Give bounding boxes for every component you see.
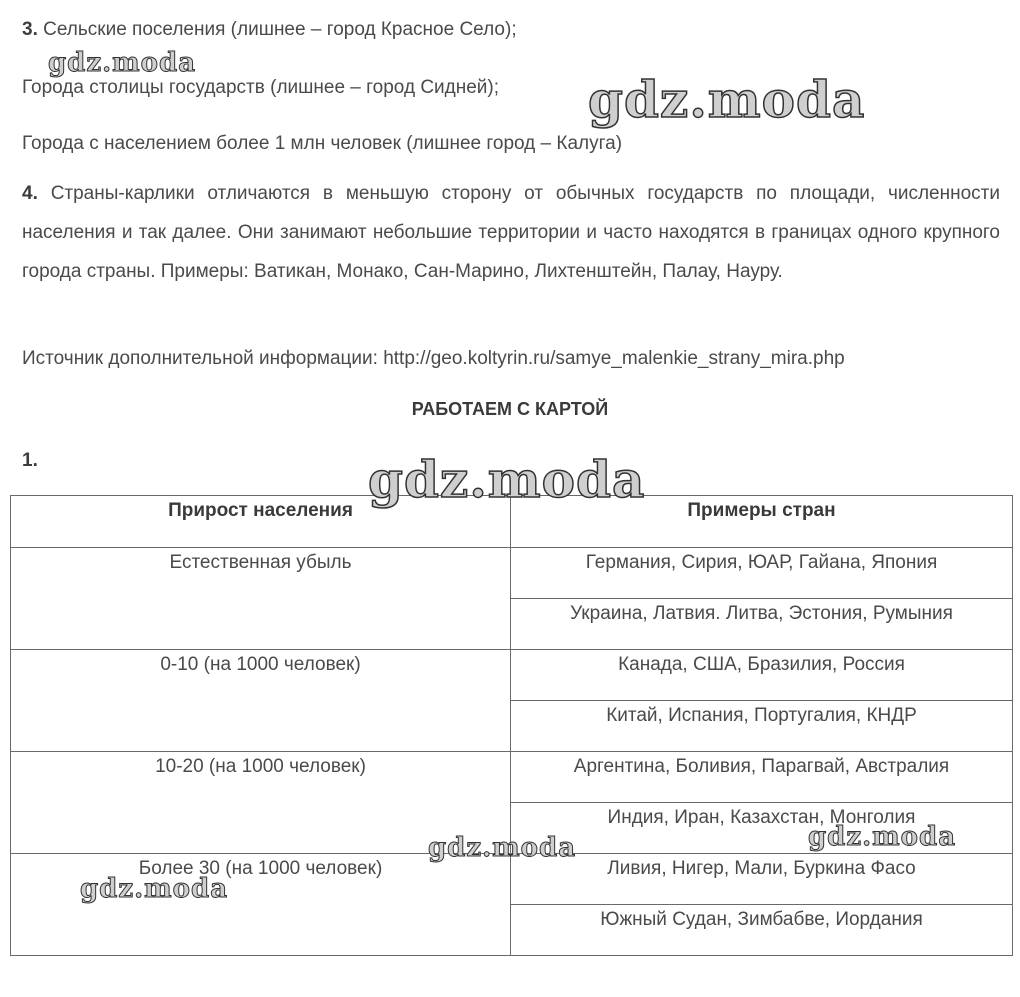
header-examples: Примеры стран bbox=[511, 496, 1013, 548]
table-row bbox=[11, 650, 1013, 701]
watermark-logo: gdz.moda bbox=[428, 833, 577, 863]
table-row bbox=[11, 752, 1013, 803]
item-4-text: Страны-карлики отличаются в меньшую сторону от обычных государств по площади, численности населения и так далее. Они занимают небольшие территории и часто находятся в границах одного крупного города страны. Примеры: Ватикан, Монако, Сан-Марино, Лихтенштейн, Палау, Науру. bbox=[22, 183, 1000, 282]
watermark-logo: gdz.moda bbox=[80, 874, 229, 904]
country-examples: Канада, США, Бразилия, Россия bbox=[511, 650, 1013, 701]
growth-category: Естественная убыль bbox=[11, 548, 511, 650]
source-line: Источник дополнительной информации: http://geo.koltyrin.ru/samye_malenkie_strany_mira.php bbox=[22, 348, 845, 369]
item-3-line-1 bbox=[22, 18, 517, 42]
item-3-text-1: Сельские поселения (лишнее – город Красное Село); bbox=[43, 19, 517, 40]
country-examples: Германия, Сирия, ЮАР, Гайана, Япония bbox=[511, 548, 1013, 599]
country-examples: Южный Судан, Зимбабве, Иордания bbox=[511, 905, 1013, 956]
growth-category: 10-20 (на 1000 человек) bbox=[11, 752, 511, 854]
header-growth: Прирост населения bbox=[11, 496, 511, 548]
country-examples: Китай, Испания, Португалия, КНДР bbox=[511, 701, 1013, 752]
task-number: 1. bbox=[22, 450, 38, 471]
watermark-logo: gdz.moda bbox=[588, 70, 866, 129]
item-4-number: 4. bbox=[22, 183, 38, 204]
table-row bbox=[11, 854, 1013, 905]
section-title: РАБОТАЕМ С КАРТОЙ bbox=[411, 399, 609, 419]
item-3-number: 3. bbox=[22, 19, 38, 40]
table-row bbox=[11, 548, 1013, 599]
population-growth-table bbox=[10, 495, 1013, 956]
table-header-row bbox=[11, 496, 1013, 548]
country-examples: Украина, Латвия. Литва, Эстония, Румыния bbox=[511, 599, 1013, 650]
watermark-logo: gdz.moda bbox=[368, 450, 646, 509]
country-examples: Ливия, Нигер, Мали, Буркина Фасо bbox=[511, 854, 1013, 905]
growth-category: Более 30 (на 1000 человек) bbox=[11, 854, 511, 956]
watermark-logo: gdz.moda bbox=[808, 822, 957, 852]
country-examples: Индия, Иран, Казахстан, Монголия bbox=[511, 803, 1013, 854]
growth-category: 0-10 (на 1000 человек) bbox=[11, 650, 511, 752]
item-3-line-2: Города столицы государств (лишнее – город Сидней); bbox=[22, 77, 500, 98]
watermark-logo: gdz.moda bbox=[48, 48, 197, 78]
item-3-line-3: Города с населением более 1 млн человек (лишнее город – Калуга) bbox=[22, 133, 623, 154]
item-4-paragraph bbox=[22, 174, 1000, 291]
country-examples: Аргентина, Боливия, Парагвай, Австралия bbox=[511, 752, 1013, 803]
